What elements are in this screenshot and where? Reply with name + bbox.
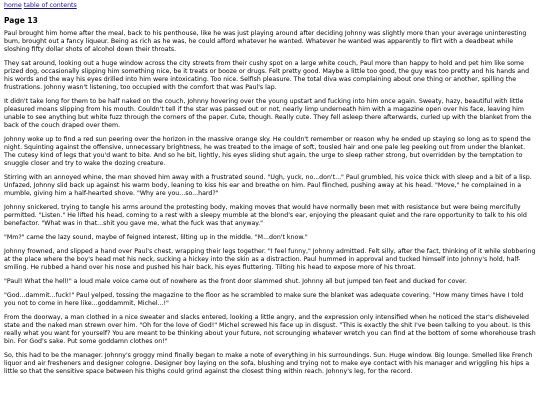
story-paragraph: Johnny woke up to find a red sun peering over the horizon in the massive orange sky. He couldn't remember or reason why he ended up staying so long as to spend the night. Squinting against the offensive, unnecessary brightness, he was treated to the image of soft, tousled hair and one pale leg peeking out from under the blanket. The cutesy kind of legs that you'd want to bite. And so he bit, lightly, his eyes sliding shut again, the urge to sleep rather strong, but overridden by the temptation to snuggle closer and try to wake the dozing creature.	[4, 136, 531, 167]
story-paragraph: Johnny frowned, and slipped a hand over Paul's chest, wrapping their legs together. "I feel funny," Johnny admitted. Felt silly, after the fact, thinking of it while slobbering at the place where the boy's head met his neck, sucking a hickey into the skin as a distraction. Paul hummed in approval and tucked himself into Johnny's hold, half-smiling. He rubbed a hand over his nose and pushed his hair back, his eyes fluttering. Tilting his head to expose more of his throat.	[4, 248, 536, 271]
home-link[interactable]: home	[4, 2, 22, 9]
story-paragraph: From the doorway, a man clothed in a nice sweater and slacks entered, looking a little angry, and the expression only intensified when he noticed the star's disheveled state and the naked man strewn over him. "Oh for the love of God!" Michel screwed his face up in disgust. "This is exactly the shit I've been talking to you about. Is this really what you want for yourself? You are meant to be thinking about your future, not scrounging whatever wretch you can find at the bottom of some whorehouse trash bin. For God's sake. Put some goddamn clothes on!"	[4, 314, 536, 345]
story-paragraph: It didn't take long for them to be half naked on the couch, Johnny hovering over the young upstart and fucking into him once again. Sweaty, hazy, beautiful with little pleasured moans slipping from his mouth. Couldn't tell if the star was passed out or not, nearly limp underneath him with a magazine open over his face, leaving him unable to see anything but white fuzz through the corners of the paper. Cute, though. Really cute. They fell asleep there afterwards, curled up with the blanket from the back of the couch draped over them.	[4, 98, 532, 129]
story-paragraph: Stirring with an annoyed whine, the man shoved him away with a frustrated sound. "Ugh, yuck, no...don't..." Paul grumbled, his voice thick with sleep and a bit of a lisp. Unfazed, Johnny slid back up against his warm body, leaning to kiss his ear and breathe on him. Paul flinched, pushing away at his head. "Move," he complained in a mumble, giving him a half-hearted shove. "Why are you...so...hard?"	[4, 174, 532, 197]
story-paragraph: Johnny snickered, trying to tangle his arms around the protesting body, making moves that would have normally been met with resistance but were being mercifully permitted. "Listen." He lifted his head, coming to a rest with a sleepy mumble at the blond's ear, enjoying the pleasant quiet and the rare opportunity to talk to his old benefactor. "What was in that...shit you gave me, what the fuck was that anyway."	[4, 204, 527, 227]
story-paragraph: Paul brought him home after the meal, back to his penthouse, like he was just playing around after deciding Johnny was slightly more than your average uninteresting bum, brought out a fancy liqueur. Being as rich as he was, he could afford whatever he wanted. Whatever he wanted was apparently to flirt with a deadbeat while sloshing fifty dollar shots of alcohol down their throats.	[4, 30, 527, 53]
story-paragraph: "God...dammit...fuck!" Paul yelped, tossing the magazine to the floor as he scrambled to make sure the blanket was adequate covering. "How many times have I told you not to come in here like...goddammit, Michel...!"	[4, 292, 524, 307]
story-paragraph: "Mm?" came the lazy sound, maybe of feigned interest, lilting up in the middle. "M...don't know."	[4, 234, 308, 241]
story-paragraph: "Paul! What the hell!" a loud male voice came out of nowhere as the front door slammed shut. Johnny all but jumped ten feet and ducked for cover.	[4, 278, 467, 285]
story-text	[4, 30, 536, 376]
story-paragraph: So, this had to be the manager. Johnny's groggy mind finally began to make a note of everything in his surroundings. Sun. Huge window. Big lounge. Smelled like French liquor and air fresheners and designer cologne. Designer boy laying on the sofa, blushing and trying not to make eye contact with his manager and wriggling his hips a little so that the sensitive space between his thighs could grind against the closest thing within reach. Johnny's leg, for the record.	[4, 352, 533, 375]
page-title: Page 13	[4, 16, 38, 25]
top-navigation	[4, 1, 536, 10]
story-paragraph: They sat around, looking out a huge window across the city streets from their cushy spot on a large white couch, Paul more than happy to hold and pet him like some prized dog, occasionally slipping him something nice, be it treats or booze or drugs. Felt pretty good. Maybe a little too good, the guy was too pretty and his hands and his words and the way his eyes drilled into him were intoxicating. Too nice. Selfish pleasure. The total diva was complaining about one thing or another, spilling the frustrations. Johnny wasn't listening, too occupied with the comfort that was Paul's lap.	[4, 60, 530, 91]
table-of-contents-link[interactable]: table of contents	[23, 2, 77, 9]
